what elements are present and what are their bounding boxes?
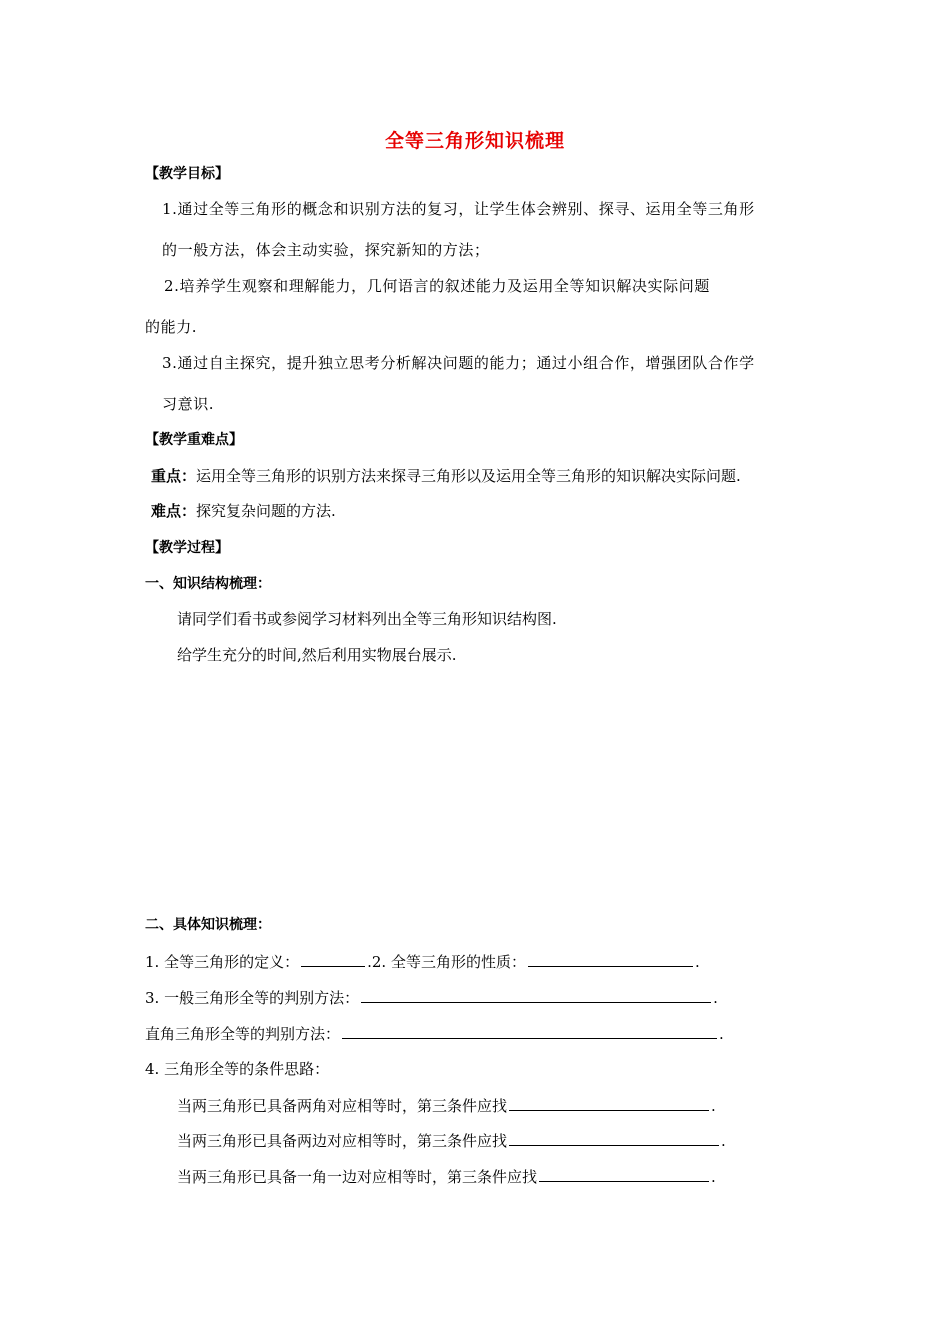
two-sides-blank[interactable] bbox=[509, 1130, 719, 1146]
objective-2-line-2: 的能力. bbox=[145, 318, 198, 336]
section-1-line-2: 给学生充分的时间,然后利用实物展台展示. bbox=[177, 646, 457, 664]
objective-3-line-1: 3.通过自主探究，提升独立思考分析解决问题的能力；通过小组合作，增强团队合作学 bbox=[162, 354, 755, 372]
question-4a-label: 当两三角形已具备两角对应相等时，第三条件应找 bbox=[177, 1097, 508, 1115]
section-1-heading: 一、知识结构梳理： bbox=[145, 576, 271, 592]
question-1-label: 1. 全等三角形的定义： bbox=[145, 953, 300, 971]
section-2-heading: 二、具体知识梳理： bbox=[145, 917, 271, 933]
question-3-label: 3. 一般三角形全等的判别方法： bbox=[145, 989, 360, 1007]
question-4a-period: . bbox=[711, 1097, 716, 1115]
question-3-period: . bbox=[713, 989, 718, 1007]
key-point-line bbox=[151, 466, 741, 486]
difficulty-label: 难点： bbox=[151, 502, 197, 520]
question-4a-line bbox=[177, 1095, 716, 1116]
question-4b-label: 当两三角形已具备两边对应相等时，第三条件应找 bbox=[177, 1132, 508, 1150]
objective-2-line-1: 2.培养学生观察和理解能力，几何语言的叙述能力及运用全等知识解决实际问题 bbox=[164, 277, 710, 295]
question-3b-period: . bbox=[719, 1025, 724, 1043]
two-angles-blank[interactable] bbox=[509, 1095, 709, 1111]
question-3b-label: 直角三角形全等的判别方法： bbox=[145, 1025, 341, 1043]
objectives-heading: 【教学目标】 bbox=[145, 166, 229, 182]
question-1-line bbox=[145, 951, 700, 972]
angle-side-blank[interactable] bbox=[539, 1166, 709, 1182]
question-4c-period: . bbox=[711, 1168, 716, 1186]
objective-1-line-2: 的一般方法，体会主动实验，探究新知的方法； bbox=[162, 241, 490, 259]
question-4b-period: . bbox=[721, 1132, 726, 1150]
process-heading: 【教学过程】 bbox=[145, 540, 229, 556]
question-2-period: . bbox=[694, 953, 700, 971]
objective-3-line-2: 习意识. bbox=[162, 395, 215, 413]
question-3b-line bbox=[145, 1023, 724, 1044]
key-point-text: 运用全等三角形的识别方法来探寻三角形以及运用全等三角形的知识解决实际问题. bbox=[196, 467, 741, 485]
page-title: 全等三角形知识梳理 bbox=[384, 130, 565, 152]
objective-1-line-1: 1.通过全等三角形的概念和识别方法的复习，让学生体会辨别、探寻、运用全等三角形 bbox=[162, 200, 755, 218]
key-points-heading: 【教学重难点】 bbox=[145, 432, 243, 448]
question-4b-line bbox=[177, 1130, 726, 1151]
general-criteria-blank[interactable] bbox=[361, 987, 711, 1003]
question-4c-line bbox=[177, 1166, 716, 1187]
key-point-label: 重点： bbox=[151, 467, 197, 485]
difficulty-text: 探究复杂问题的方法. bbox=[196, 502, 336, 520]
difficulty-line bbox=[151, 501, 336, 521]
question-4c-label: 当两三角形已具备一角一边对应相等时，第三条件应找 bbox=[177, 1168, 538, 1186]
right-triangle-criteria-blank[interactable] bbox=[342, 1023, 717, 1039]
question-3-line bbox=[145, 987, 718, 1008]
section-1-line-1: 请同学们看书或参阅学习材料列出全等三角形知识结构图. bbox=[177, 610, 557, 628]
question-4-label: 4. 三角形全等的条件思路： bbox=[145, 1060, 330, 1078]
property-blank[interactable] bbox=[528, 951, 693, 967]
definition-blank[interactable] bbox=[301, 951, 365, 967]
question-2-label: .2. 全等三角形的性质： bbox=[367, 953, 526, 971]
